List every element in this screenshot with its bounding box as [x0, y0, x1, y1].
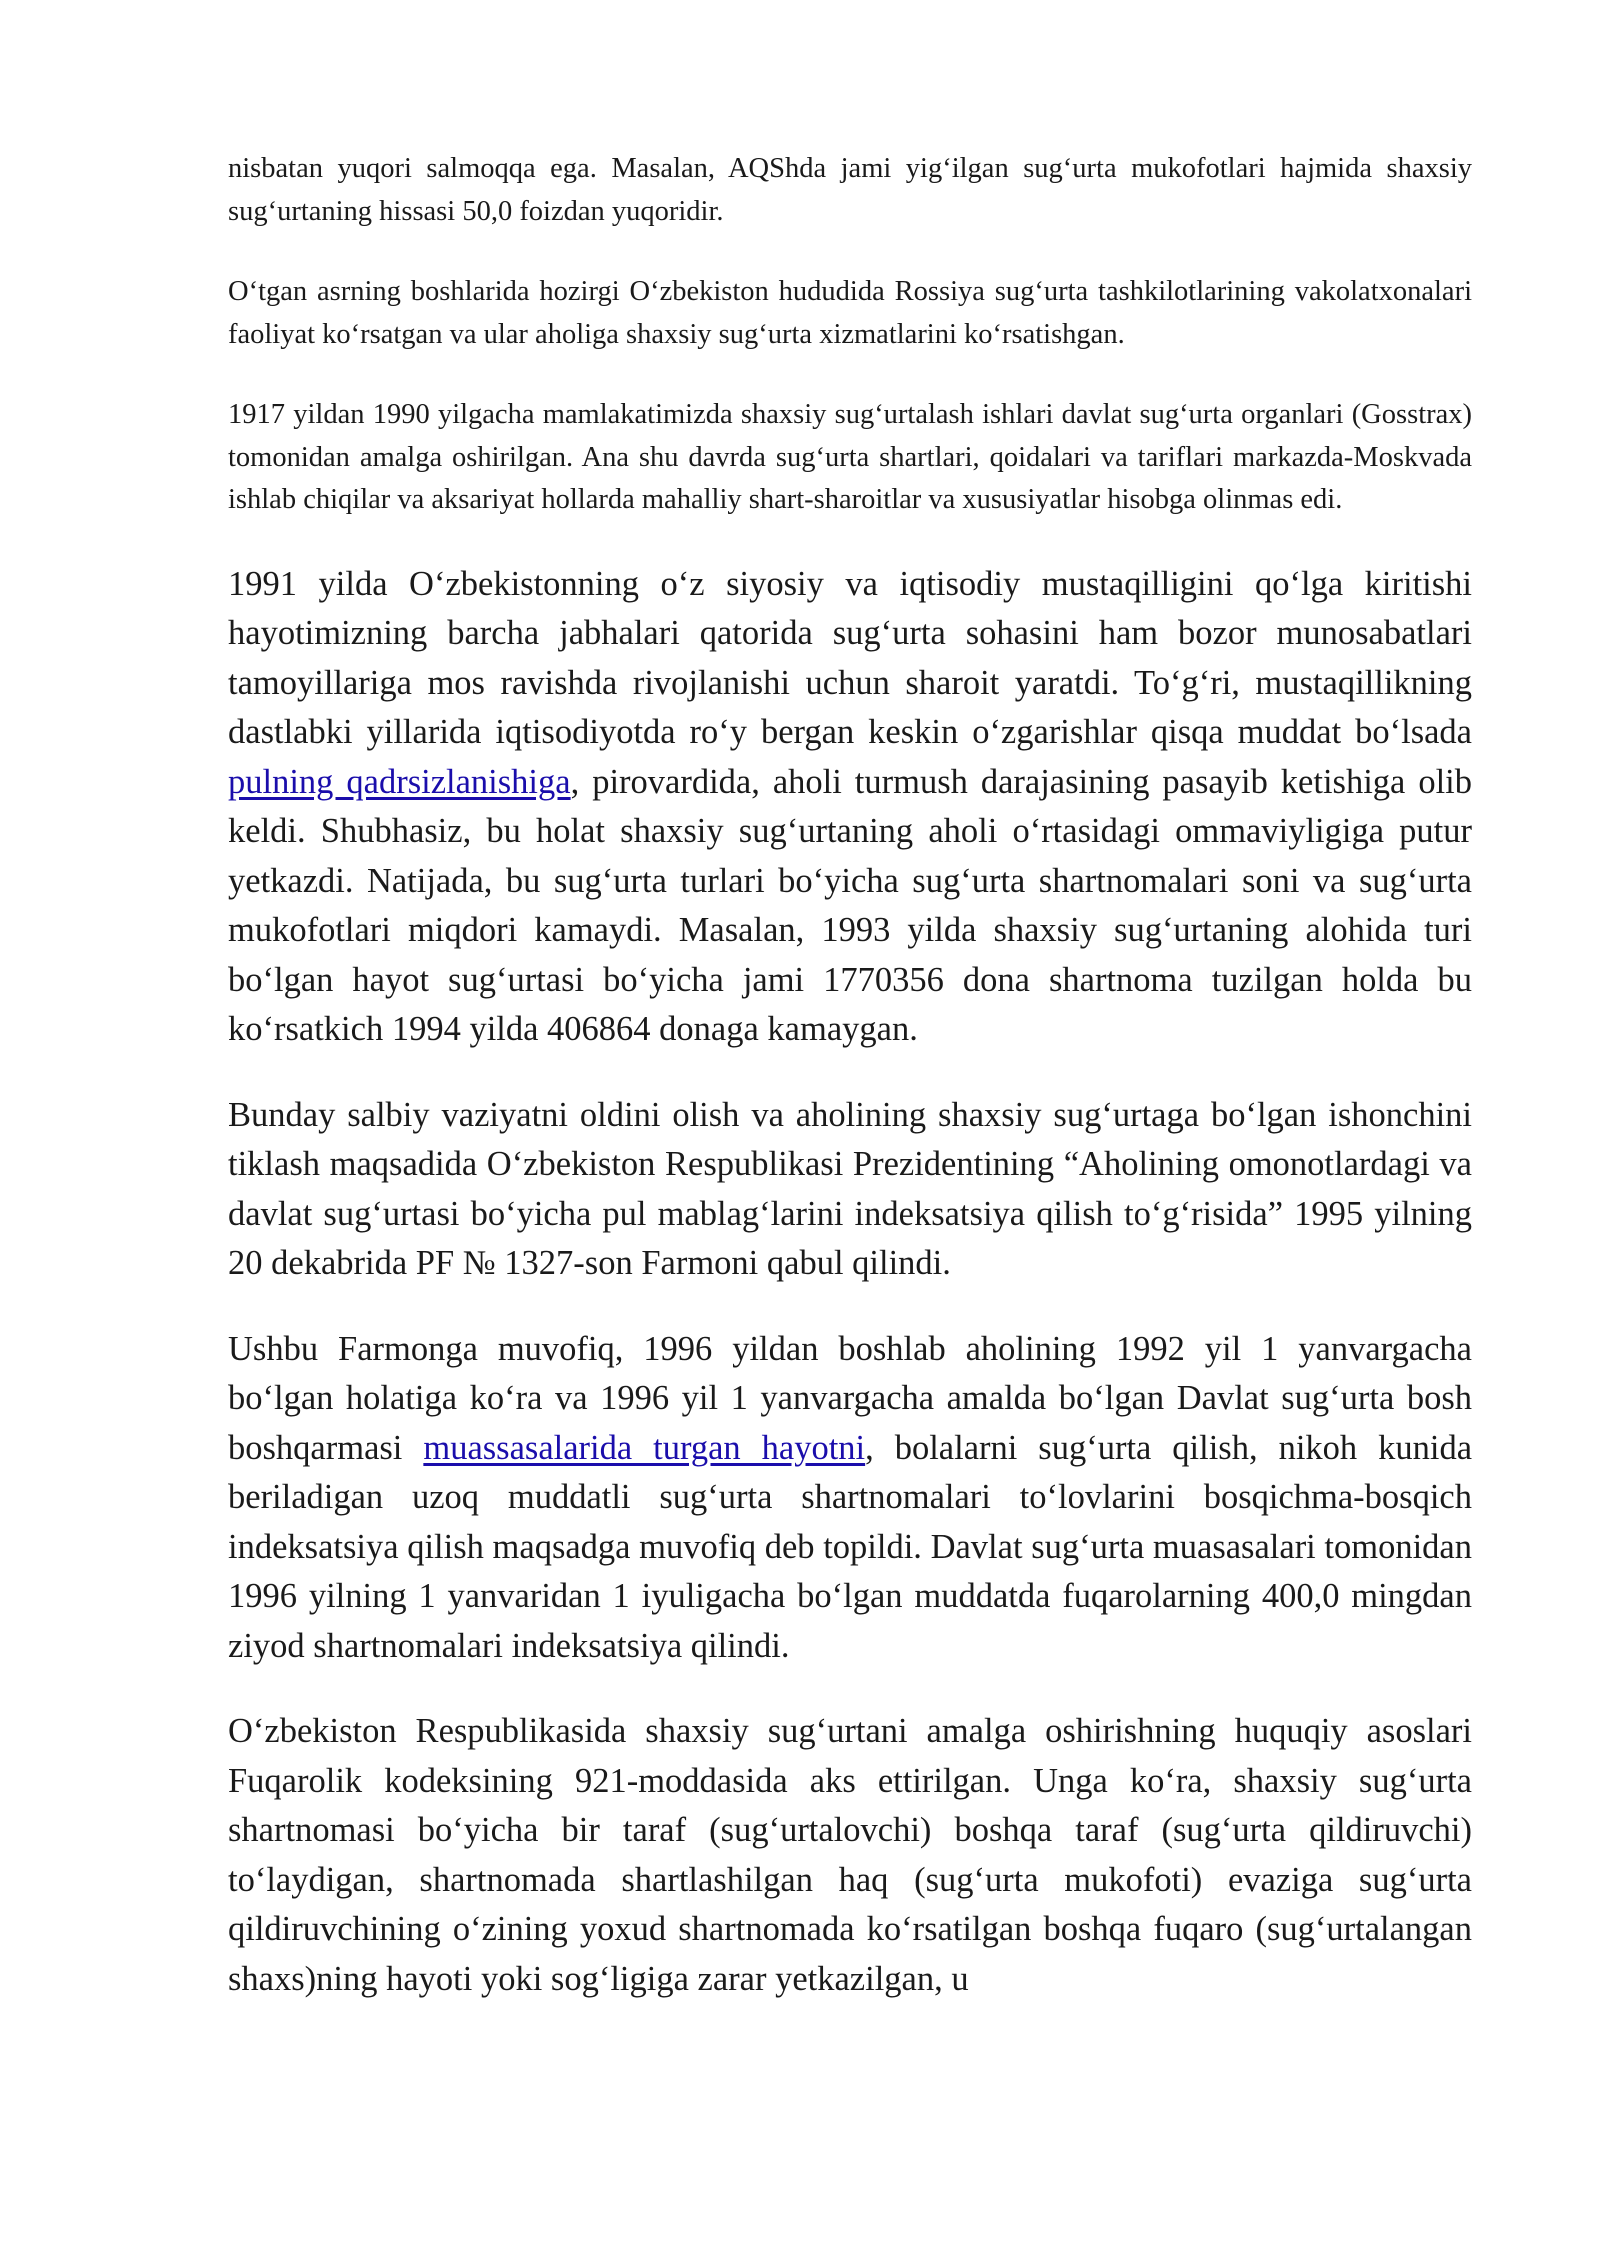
paragraph-5: [228, 1091, 1472, 1289]
paragraph-3: [228, 394, 1472, 522]
paragraph-4: [228, 560, 1472, 1055]
paragraph-text: nisbatan yuqori salmoqqa ega. Masalan, AQShda jami yig‘ilgan sug‘urta mukofotlari hajmida shaxsiy sug‘urtaning hissasi 50,0 foizdan yuqoridir.: [228, 153, 1472, 227]
paragraph-text: Bunday salbiy vaziyatni oldini olish va aholining shaxsiy sug‘urtaga bo‘lgan ishonchini tiklash maqsadida O‘zbekiston Respublikasi Prezidentining “Aholining omonotlardagi va davlat sug‘urtasi bo‘yicha pul mablag‘larini indeksatsiya qilish to‘g‘risida” 1995 yilning 20 dekabrida PF № 1327-son Farmoni qabul qilindi.: [228, 1095, 1472, 1282]
link-pulning-qadrsizlanishiga[interactable]: pulning qadrsizlanishiga: [228, 762, 571, 801]
paragraph-text: 1991 yilda O‘zbekistonning o‘z siyosiy va iqtisodiy mustaqilligini qo‘lga kiritishi hayotimizning barcha jabhalari qatorida sug‘urta sohasini ham bozor munosabatlari tamoyillariga mos ravishda rivojlanishi uchun sharoit yaratdi. To‘g‘ri, mustaqillikning dastlabki yillarida iqtisodiyotda ro‘y bergan keskin o‘zgarishlar qisqa muddat bo‘lsada: [228, 564, 1472, 751]
paragraph-2: [228, 271, 1472, 356]
paragraph-text: Ushbu Farmonga muvofiq, 1996 yildan boshlab aholining 1992 yil 1 yanvargacha bo‘lgan holatiga ko‘ra va 1996 yil 1 yanvargacha amalda bo‘lgan Davlat sug‘urta bosh boshqarmasi: [228, 1329, 1472, 1467]
paragraph-text: 1917 yildan 1990 yilgacha mamlakatimizda shaxsiy sug‘urtalash ishlari davlat sug‘urta organlari (Gosstrax) tomonidan amalga oshirilgan. Ana shu davrda sug‘urta shartlari, qoidalari va tariflari markazda-Moskvada ishlab chiqilar va aksariyat hollarda mahalliy shart-sharoitlar va xususiyatlar hisobga olinmas edi.: [228, 399, 1472, 515]
paragraph-text: O‘zbekiston Respublikasida shaxsiy sug‘urtani amalga oshirishning huquqiy asoslari Fuqarolik kodeksining 921-moddasida aks ettirilgan. Unga ko‘ra, shaxsiy sug‘urta shartnomasi bo‘yicha bir taraf (sug‘urtalovchi) boshqa taraf (sug‘urta qildiruvchi) to‘laydigan, shartnomada shartlashilgan haq (sug‘urta mukofoti) evaziga sug‘urta qildiruvchining o‘zining yoxud shartnomada ko‘rsatilgan boshqa fuqaro (sug‘urtalangan shaxs)ning hayoti yoki sog‘ligiga zarar yetkazilgan, u: [228, 1712, 1472, 1998]
link-muassasalarida-turgan-hayotni[interactable]: muassasalarida turgan hayotni: [423, 1428, 866, 1467]
paragraph-text: , pirovardida, aholi turmush darajasining pasayib ketishiga olib keldi. Shubhasiz, bu holat shaxsiy sug‘urtaning aholi o‘rtasidagi ommaviyligiga putur yetkazdi. Natijada, bu sug‘urta turlari bo‘yicha sug‘urta shartnomalari soni va sug‘urta mukofotlari miqdori kamaydi. Masalan, 1993 yilda shaxsiy sug‘urtaning alohida turi bo‘lgan hayot sug‘urtasi bo‘yicha jami 1770356 dona shartnoma tuzilgan holda bu ko‘rsatkich 1994 yilda 406864 donaga kamaygan.: [228, 762, 1472, 1048]
paragraph-6: [228, 1325, 1472, 1672]
document-page: [228, 148, 1472, 2040]
paragraph-text: O‘tgan asrning boshlarida hozirgi O‘zbekiston hududida Rossiya sug‘urta tashkilotlarining vakolatxonalari faoliyat ko‘rsatgan va ular aholiga shaxsiy sug‘urta xizmatlarini ko‘rsatishgan.: [228, 276, 1472, 350]
paragraph-7: [228, 1707, 1472, 2004]
paragraph-1: [228, 148, 1472, 233]
paragraph-text: , bolalarni sug‘urta qilish, nikoh kunida beriladigan uzoq muddatli sug‘urta shartnomalari to‘lovlarini bosqichma-bosqich indeksatsiya qilish maqsadga muvofiq deb topildi. Davlat sug‘urta muasasalari tomonidan 1996 yilning 1 yanvaridan 1 iyuligacha bo‘lgan muddatda fuqarolarning 400,0 mingdan ziyod shartnomalari indeksatsiya qilindi.: [228, 1428, 1473, 1665]
